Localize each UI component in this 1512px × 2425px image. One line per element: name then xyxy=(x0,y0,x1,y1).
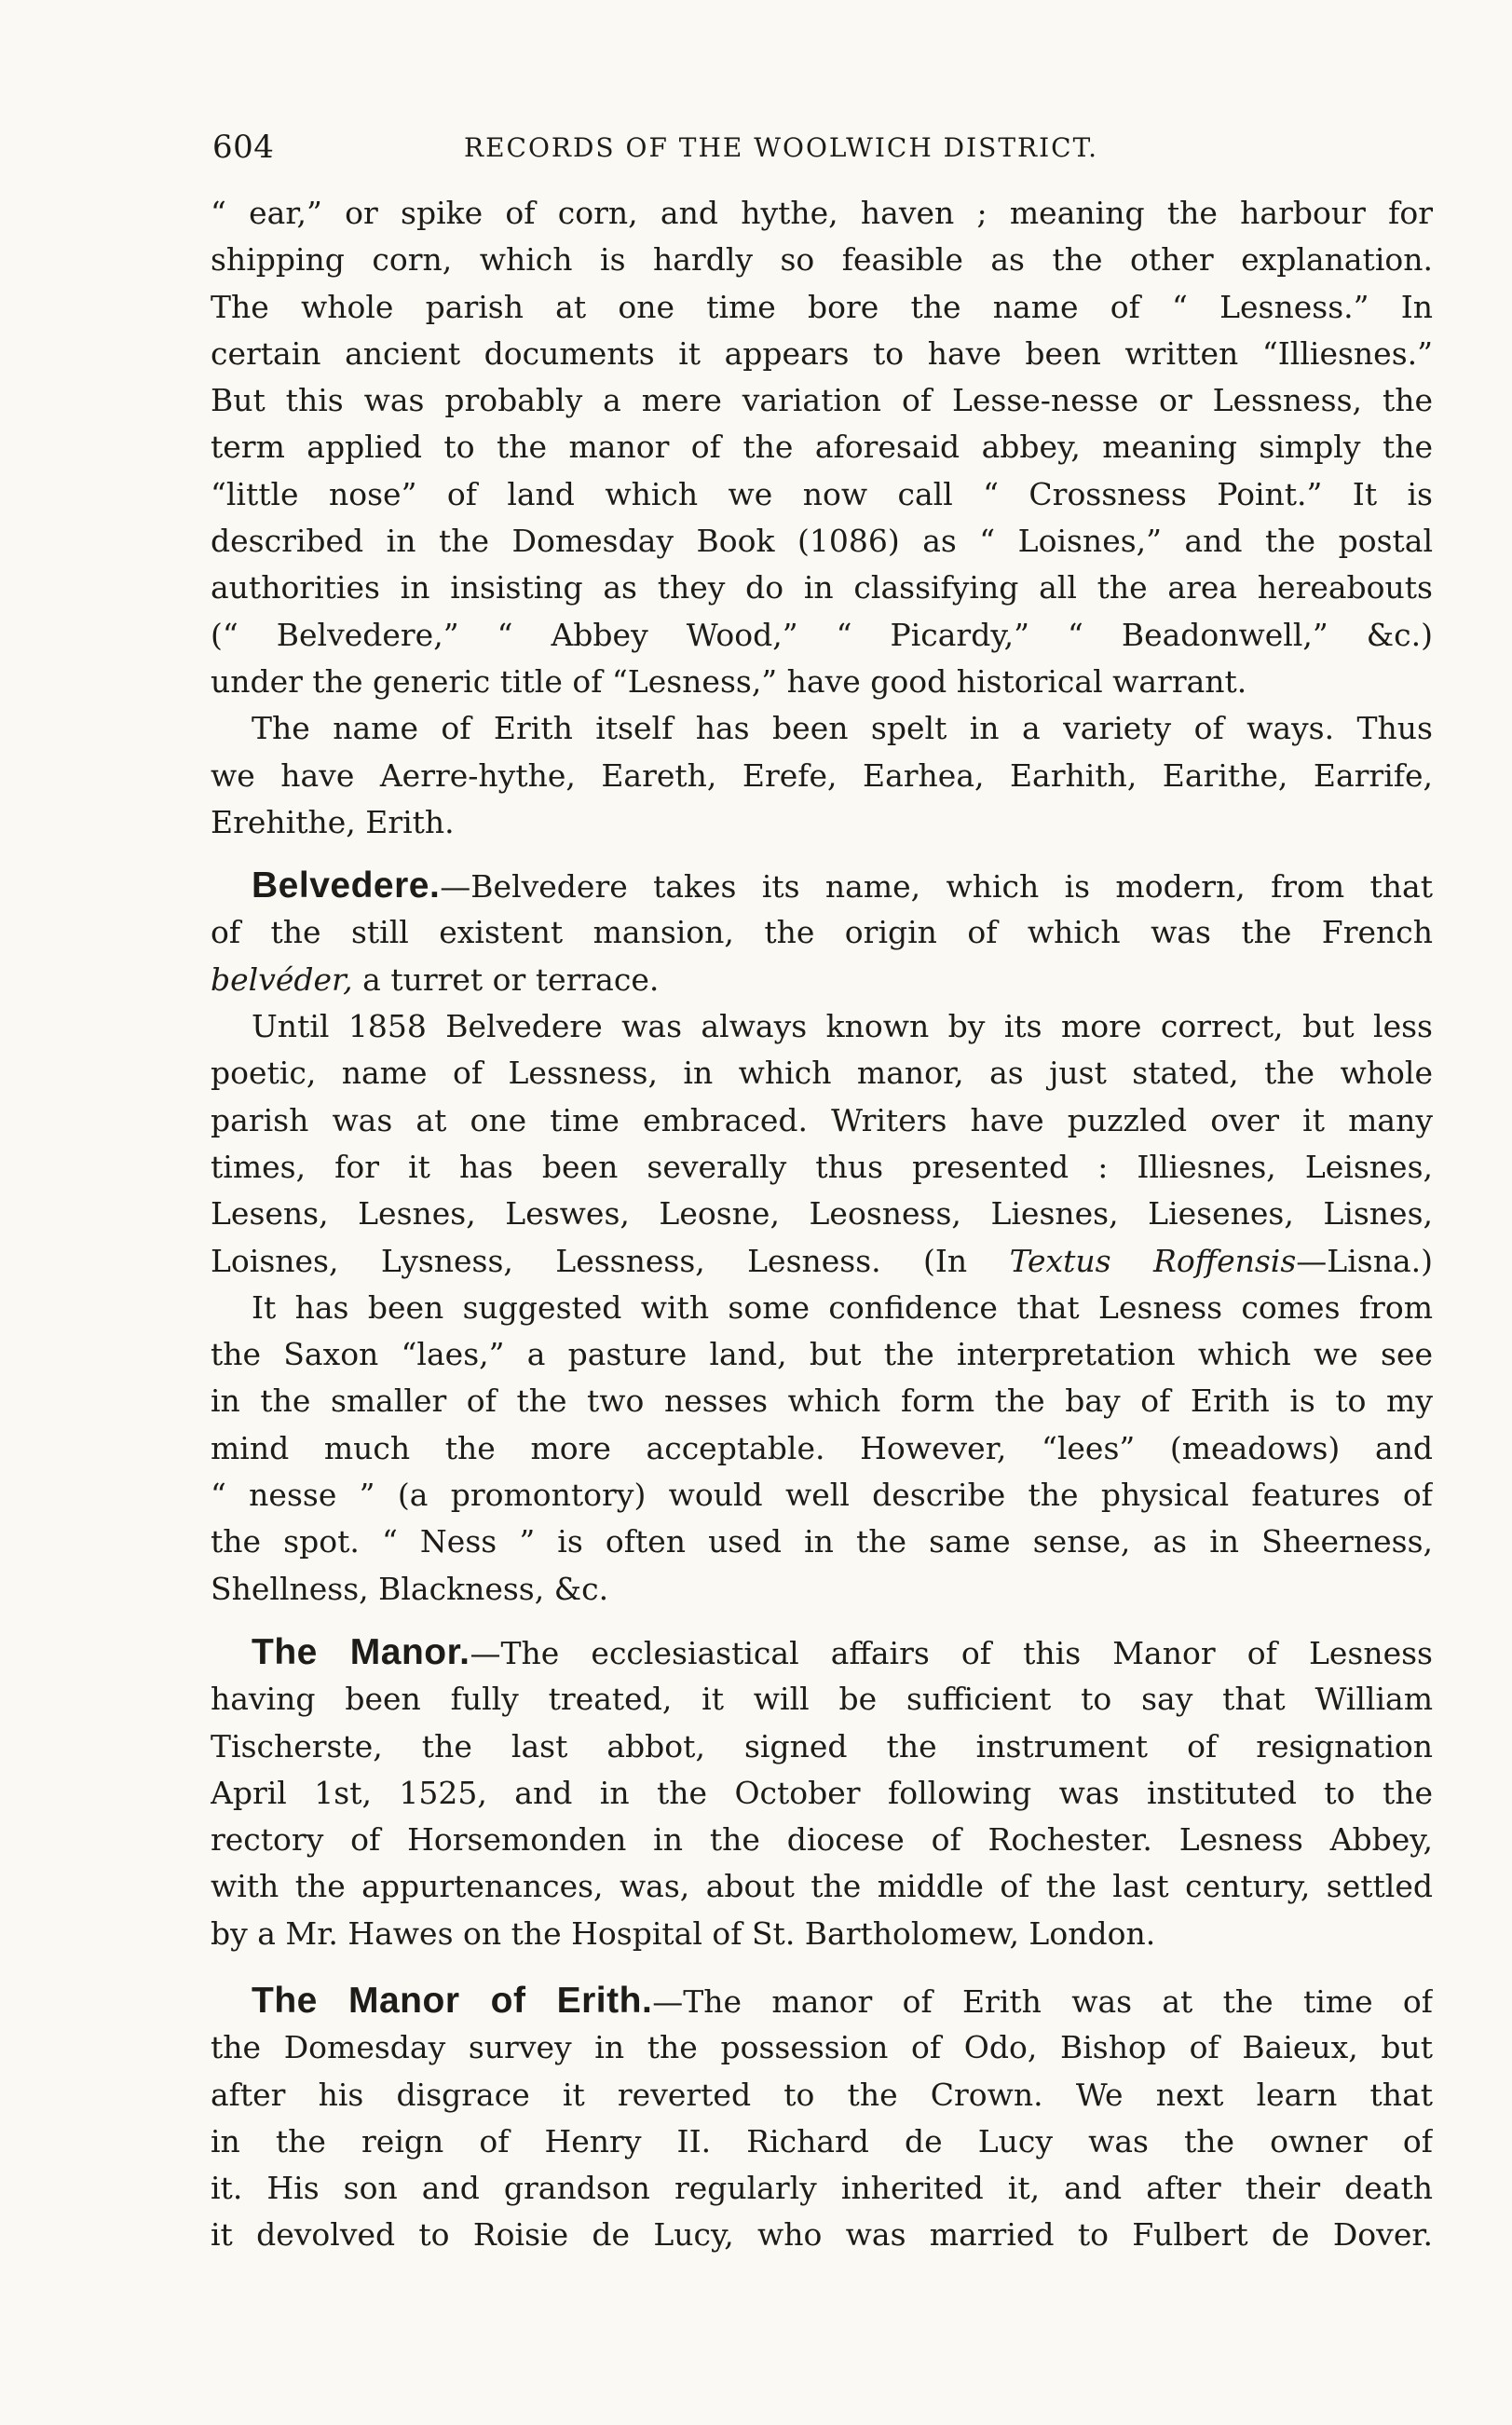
text-line: “ ear,” or spike of corn, and hythe, haven ; meaning the harbour for xyxy=(211,195,1433,231)
text-span: —The manor of Erith was at the time of xyxy=(652,1982,1433,2020)
text-line: But this was probably a mere variation of Lesse-nesse or Lessness, the xyxy=(211,382,1433,419)
text-line: under the generic title of “Lesness,” have good historical warrant. xyxy=(211,662,1247,700)
paragraph-suggested xyxy=(211,1285,1433,1613)
page-number: 604 xyxy=(212,129,275,166)
text-line xyxy=(211,1238,1433,1285)
text-line: The whole parish at one time bore the name of “ Lesness.” In xyxy=(211,288,1433,325)
text-line: described in the Domesday Book (1086) as “ Loisnes,” and the postal xyxy=(211,523,1433,560)
text-line: having been fully treated, it will be sufficient to say that William xyxy=(211,1681,1433,1718)
section-heading-manor-of-erith: The Manor of Erith. xyxy=(252,1980,653,2021)
text-line: It has been suggested with some confidence that Lesness comes from xyxy=(252,1288,1433,1326)
page-header xyxy=(212,129,1423,175)
text-line: parish was at one time embraced. Writers have puzzled over it many xyxy=(211,1101,1433,1138)
text-line: it. His son and grandson regularly inherited it, and after their death xyxy=(211,2170,1433,2207)
section-belvedere xyxy=(211,863,1433,1003)
spacer xyxy=(211,846,1433,863)
text-line: Erehithe, Erith. xyxy=(211,803,455,840)
text-line: the Saxon “laes,” a pasture land, but the interpretation which we see xyxy=(211,1336,1433,1373)
spacer xyxy=(211,1957,1433,1978)
paragraph-erith-spellings xyxy=(211,705,1433,846)
text-line: times, for it has been severally thus presented : Illiesnes, Leisnes, xyxy=(211,1148,1433,1185)
paragraph-etymology xyxy=(211,190,1433,705)
text-line: mind much the more acceptable. However, “lees” (meadows) and xyxy=(211,1429,1433,1466)
text-line: April 1st, 1525, and in the October following was instituted to the xyxy=(211,1774,1433,1811)
text-line: (“ Belvedere,” “ Abbey Wood,” “ Picardy,” “ Beadonwell,” &c.) xyxy=(211,616,1433,653)
text-line: “ nesse ” (a promontory) would well describe the physical features of xyxy=(211,1477,1433,1514)
section-the-manor xyxy=(211,1629,1433,1957)
text-span: Loisnes, Lysness, Lessness, Lesness. (In xyxy=(211,1242,1010,1279)
text-line: Tischerste, the last abbot, signed the instrument of resignation xyxy=(211,1727,1433,1764)
text-line: it devolved to Roisie de Lucy, who was married to Fulbert de Dover. xyxy=(211,2216,1433,2254)
text-span: —The ecclesiastical affairs of this Manor of Lesness xyxy=(470,1634,1433,1671)
text-line: authorities in insisting as they do in classifying all the area hereabouts xyxy=(211,569,1433,606)
text-line: in the reign of Henry II. Richard de Lucy was the owner of xyxy=(211,2122,1433,2159)
text-line: Shellness, Blackness, &c. xyxy=(211,1570,609,1607)
text-span: —Belvedere takes its name, which is modern, from that xyxy=(440,868,1433,906)
paragraph-until-1858 xyxy=(211,1003,1433,1285)
body-text xyxy=(211,190,1433,2259)
text-line: with the appurtenances, was, about the middle of the last century, settled xyxy=(211,1868,1433,1905)
text-line: after his disgrace it reverted to the Crown. We next learn that xyxy=(211,2076,1433,2113)
text-line: we have Aerre-hythe, Eareth, Erefe, Earhea, Earhith, Earithe, Earrife, xyxy=(211,756,1433,794)
running-title: RECORDS OF THE WOOLWICH DISTRICT. xyxy=(464,132,1099,163)
text-line: “little nose” of land which we now call “ Crossness Point.” It is xyxy=(211,475,1433,512)
text-span: a turret or terrace. xyxy=(352,960,660,998)
section-heading-the-manor: The Manor. xyxy=(252,1631,470,1672)
text-line: term applied to the manor of the aforesaid abbey, meaning simply the xyxy=(211,429,1433,466)
section-manor-of-erith xyxy=(211,1978,1433,2259)
text-line: rectory of Horsemonden in the diocese of Rochester. Lesness Abbey, xyxy=(211,1821,1433,1859)
spacer xyxy=(211,1613,1433,1629)
text-line: shipping corn, which is hardly so feasible as the other explanation. xyxy=(211,241,1433,279)
text-span: —Lisna.) xyxy=(1296,1242,1433,1279)
text-line: the Domesday survey in the possession of Odo, Bishop of Baieux, but xyxy=(211,2029,1433,2066)
text-line: Lesens, Lesnes, Leswes, Leosne, Leosness, Liesnes, Liesenes, Lisnes, xyxy=(211,1195,1433,1233)
italic-term: belvéder, xyxy=(211,960,353,998)
text-line xyxy=(211,1978,1433,2024)
section-heading-belvedere: Belvedere. xyxy=(252,865,441,906)
text-line xyxy=(211,957,1433,1003)
text-line: of the still existent mansion, the origin of which was the French xyxy=(211,914,1433,951)
text-line: certain ancient documents it appears to have been written “Illiesnes.” xyxy=(211,334,1433,372)
text-line: The name of Erith itself has been spelt in a variety of ways. Thus xyxy=(252,710,1433,747)
text-line xyxy=(211,863,1433,909)
text-line: in the smaller of the two nesses which form the bay of Erith is to my xyxy=(211,1383,1433,1420)
text-line: the spot. “ Ness ” is often used in the same sense, as in Sheerness, xyxy=(211,1523,1433,1560)
text-line: by a Mr. Hawes on the Hospital of St. Bartholomew, London. xyxy=(211,1914,1156,1952)
text-line: poetic, name of Lessness, in which manor, as just stated, the whole xyxy=(211,1055,1433,1092)
text-line xyxy=(211,1629,1433,1676)
text-line: Until 1858 Belvedere was always known by its more correct, but less xyxy=(252,1008,1433,1045)
italic-title: Textus Roffensis xyxy=(1009,1242,1297,1279)
